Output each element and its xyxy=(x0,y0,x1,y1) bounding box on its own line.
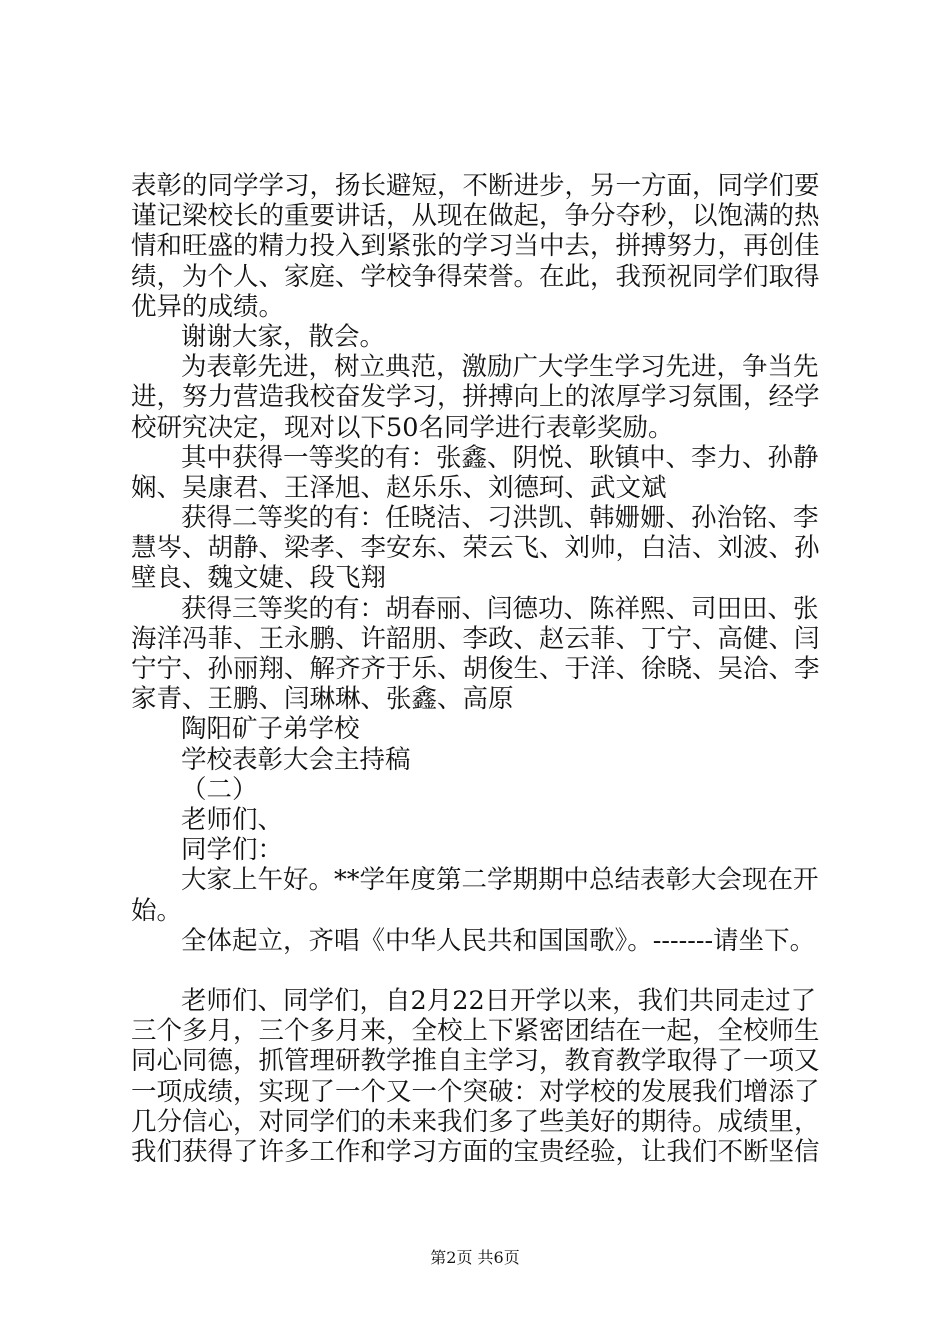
text-line: 慧岑、胡静、梁孝、李安东、荣云飞、刘帅，白洁、刘波、孙 xyxy=(131,533,820,564)
text-line: 为表彰先进，树立典范，激励广大学生学习先进，争当先 xyxy=(181,352,819,383)
text-line: （二） xyxy=(181,774,258,805)
text-line: 情和旺盛的精力投入到紧张的学习当中去，拼搏努力，再创佳 xyxy=(131,231,820,262)
text-line: 陶阳矿子弟学校 xyxy=(181,714,360,745)
text-line: 老师们、 xyxy=(181,804,284,835)
text-line: 表彰的同学学习，扬长避短，不断进步，另一方面，同学们要 xyxy=(131,171,820,201)
text-line: 获得三等奖的有：胡春丽、闫德功、陈祥熙、司田田、张 xyxy=(181,593,819,624)
text-line: 海洋冯菲、王永鹏、许韶朋、李政、赵云菲、丁宁、高健、闫 xyxy=(131,623,820,654)
text-line: 进，努力营造我校奋发学习，拼搏向上的浓厚学习氛围，经学 xyxy=(131,382,820,413)
text-line: 几分信心，对同学们的未来我们多了些美好的期待。成绩里， xyxy=(131,1106,820,1137)
text-line: 同心同德，抓管理研教学推自主学习，教育教学取得了一项又 xyxy=(131,1046,820,1077)
text-line: 其中获得一等奖的有：张鑫、阴悦、耿镇中、李力、孙静 xyxy=(181,442,819,473)
text-line: 始。 xyxy=(131,895,183,926)
text-line: 绩，为个人、家庭、学校争得荣誉。在此，我预祝同学们取得 xyxy=(131,261,820,292)
text-line: 全体起立，齐唱《中华人民共和国国歌》。-------请坐下。 xyxy=(181,925,816,956)
text-line: 壁良、魏文婕、段飞翔 xyxy=(131,563,387,594)
text-line: 家青、王鹏、闫琳琳、张鑫、高原 xyxy=(131,684,514,715)
text-line: 我们获得了许多工作和学习方面的宝贵经验，让我们不断坚信 xyxy=(131,1137,820,1167)
text-line: 学校表彰大会主持稿 xyxy=(181,744,411,775)
text-line: 谨记梁校长的重要讲话，从现在做起，争分夺秒，以饱满的热 xyxy=(131,201,820,232)
text-line: 校研究决定，现对以下50名同学进行表彰奖励。 xyxy=(131,412,674,443)
text-line: 获得二等奖的有：任晓洁、刁洪凯、韩姗姗、孙治铭、李 xyxy=(181,503,819,534)
text-line: 宁宁、孙丽翔、解齐齐于乐、胡俊生、于洋、徐晓、吴洽、李 xyxy=(131,654,820,684)
text-line: 老师们、同学们，自2月22日开学以来，我们共同走过了 xyxy=(181,986,817,1017)
text-line: 同学们： xyxy=(181,835,284,866)
text-line: 谢谢大家，散会。 xyxy=(181,321,386,352)
blank-line xyxy=(131,956,831,986)
document-body xyxy=(131,171,831,1167)
text-line: 大家上午好。**学年度第二学期期中总结表彰大会现在开 xyxy=(181,865,819,896)
text-line: 三个多月，三个多月来，全校上下紧密团结在一起，全校师生 xyxy=(131,1016,820,1047)
text-line: 娴、吴康君、王泽旭、赵乐乐、刘德珂、武文斌 xyxy=(131,472,667,503)
text-line: 一项成绩，实现了一个又一个突破：对学校的发展我们增添了 xyxy=(131,1076,820,1107)
text-line: 优异的成绩。 xyxy=(131,291,285,322)
page-footer: 第2页 共6页 xyxy=(430,1248,520,1267)
